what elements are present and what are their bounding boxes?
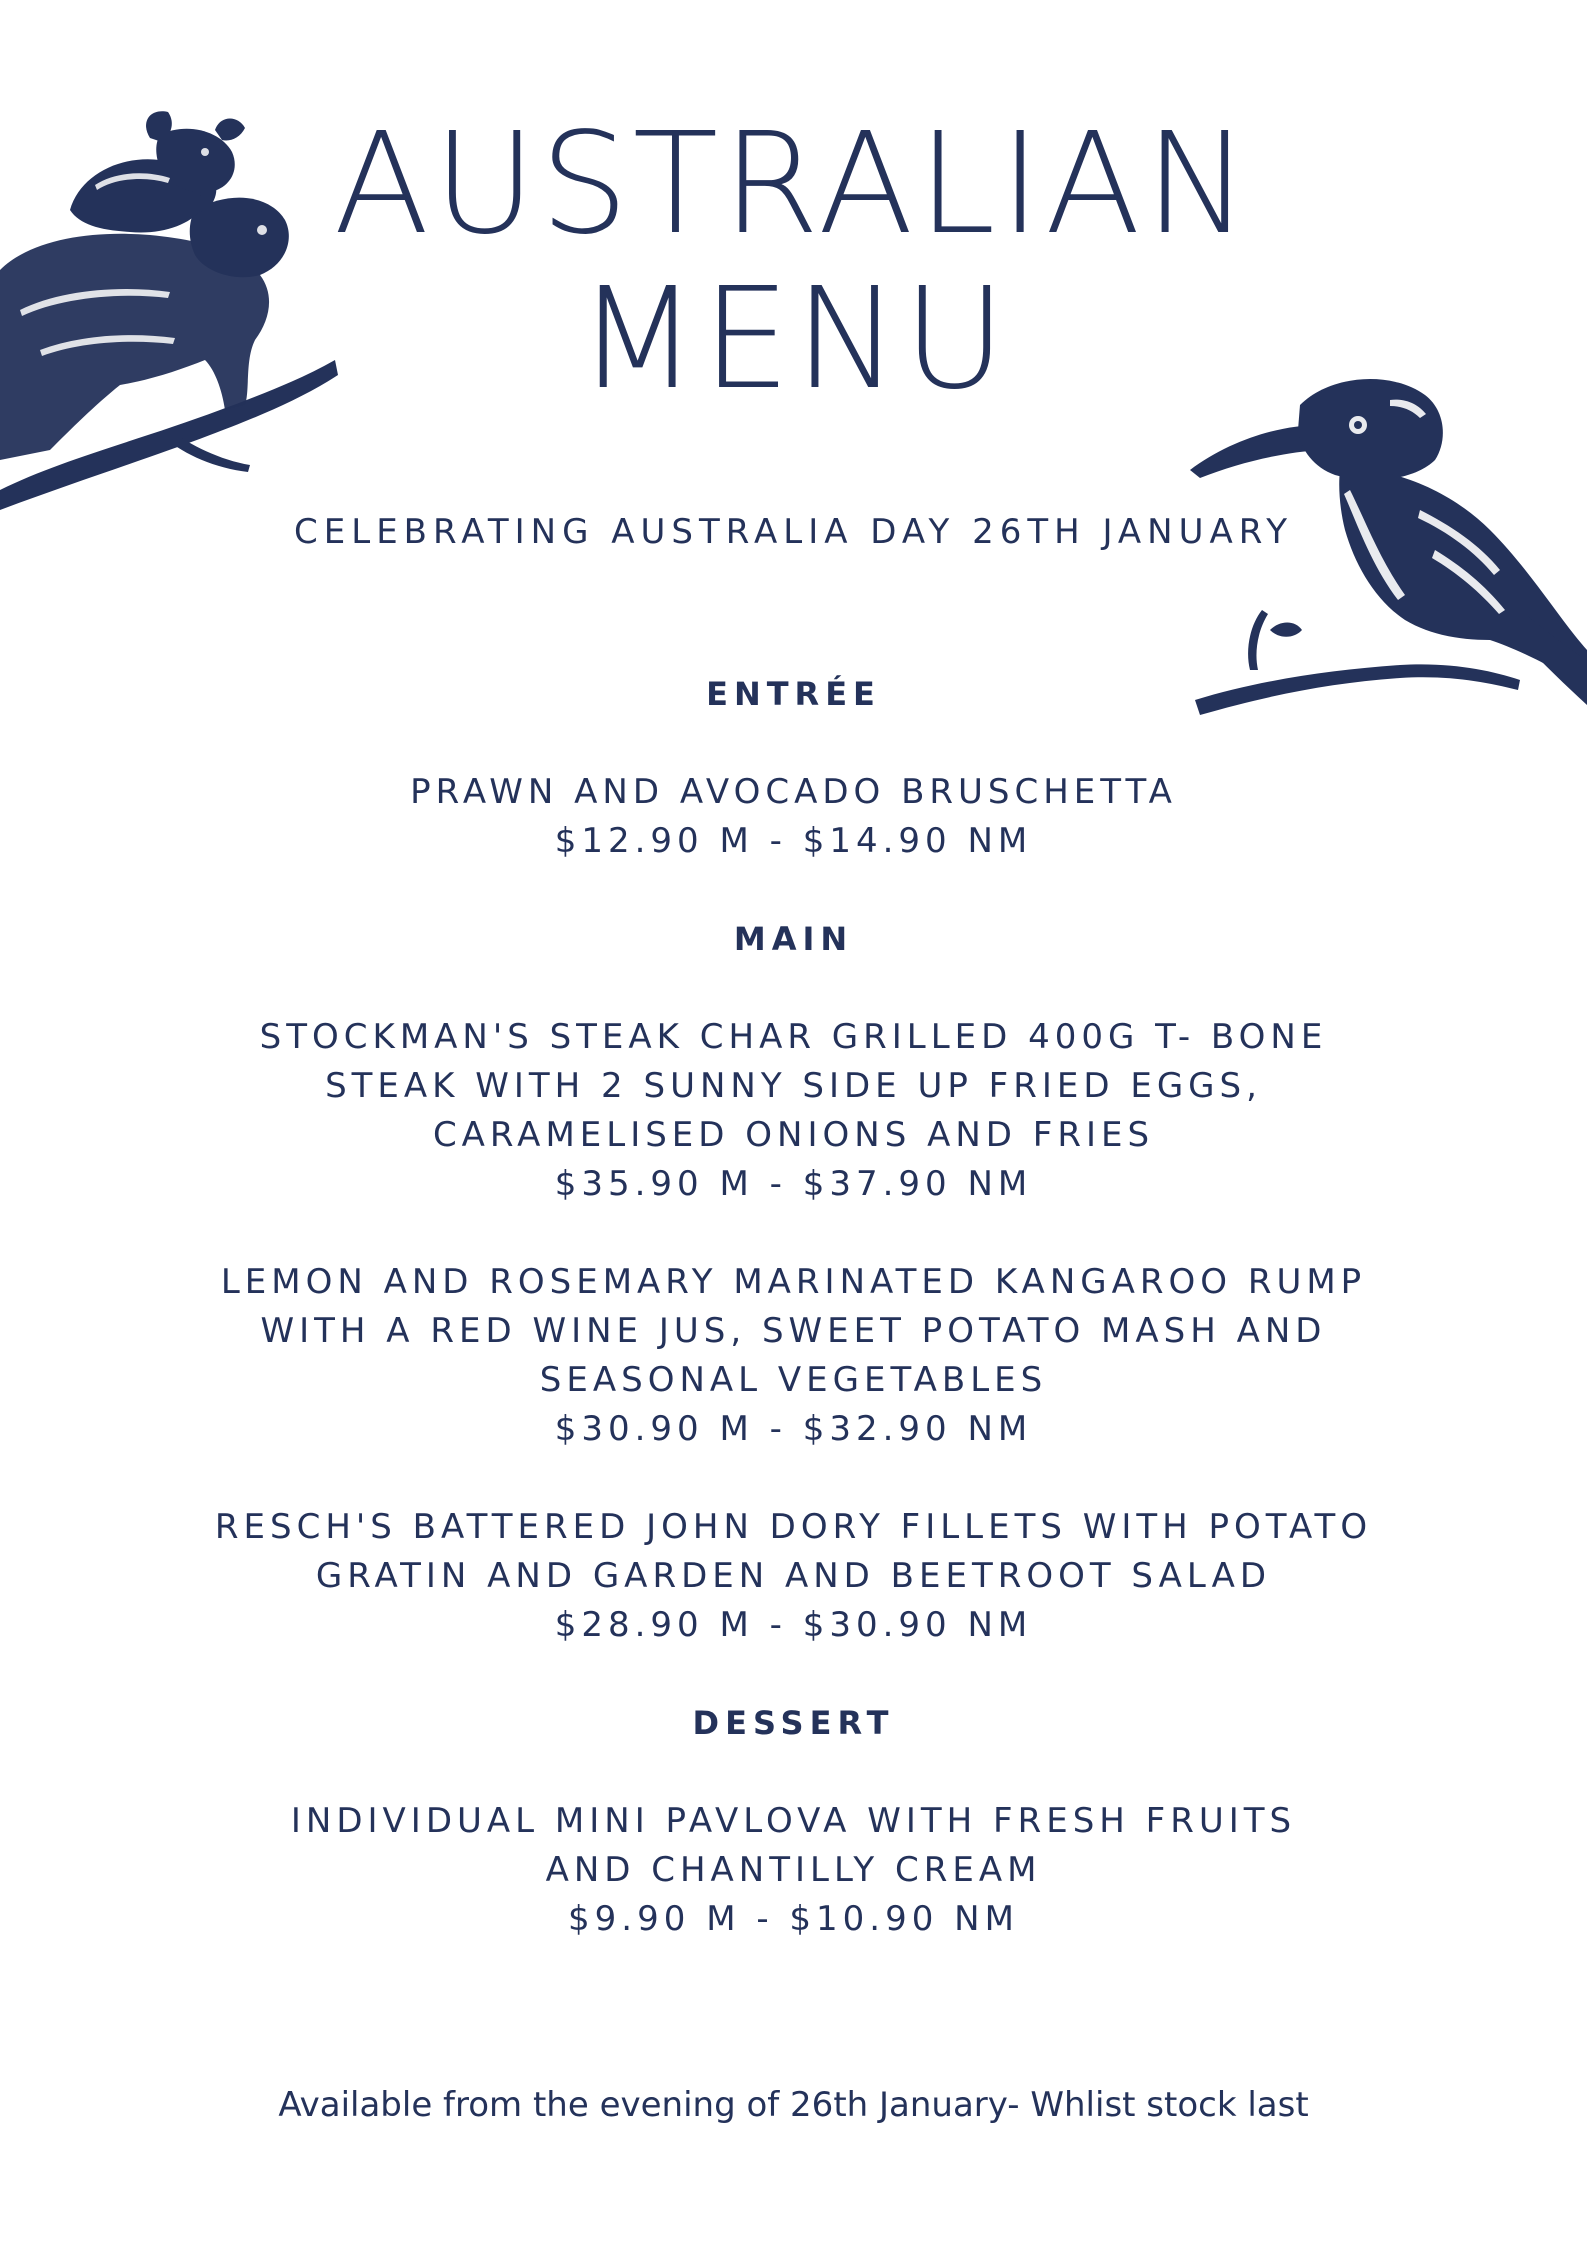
menu-item xyxy=(0,1013,1587,1209)
title-line-1: AUSTRALIAN xyxy=(333,103,1254,266)
item-description: LEMON AND ROSEMARY MARINATED KANGAROO RUMP xyxy=(220,1262,1367,1302)
item-price: $30.90 M - $32.90 NM xyxy=(554,1409,1033,1449)
item-description: RESCH'S BATTERED JOHN DORY FILLETS WITH POTATO xyxy=(214,1507,1373,1547)
section-main xyxy=(0,915,1587,1650)
item-description: STOCKMAN'S STEAK CHAR GRILLED 400G T- BONE xyxy=(259,1017,1328,1057)
item-description: SEASONAL VEGETABLES xyxy=(539,1360,1048,1400)
section-heading: ENTRÉE xyxy=(706,675,881,713)
menu-item xyxy=(0,1258,1587,1454)
item-description: INDIVIDUAL MINI PAVLOVA WITH FRESH FRUITS xyxy=(290,1801,1297,1841)
item-price: $12.90 M - $14.90 NM xyxy=(554,821,1033,861)
title-line-2: MENU xyxy=(577,258,1010,421)
section-entree xyxy=(0,670,1587,866)
menu-item xyxy=(0,1503,1587,1650)
section-heading: DESSERT xyxy=(692,1704,895,1742)
item-description: STEAK WITH 2 SUNNY SIDE UP FRIED EGGS, xyxy=(325,1066,1262,1106)
item-price: $9.90 M - $10.90 NM xyxy=(568,1899,1019,1939)
item-description: PRAWN AND AVOCADO BRUSCHETTA xyxy=(410,772,1177,812)
menu-item xyxy=(0,1797,1587,1944)
item-description: WITH A RED WINE JUS, SWEET POTATO MASH AND xyxy=(260,1311,1327,1351)
item-description: CARAMELISED ONIONS AND FRIES xyxy=(432,1115,1155,1155)
item-description: GRATIN AND GARDEN AND BEETROOT SALAD xyxy=(315,1556,1272,1596)
item-description: AND CHANTILLY CREAM xyxy=(545,1850,1042,1890)
section-heading: MAIN xyxy=(733,920,854,958)
availability-note: Available from the evening of 26th January- Whlist stock last xyxy=(278,2085,1309,2125)
menu-body xyxy=(0,670,1587,1993)
section-dessert xyxy=(0,1699,1587,1944)
item-price: $28.90 M - $30.90 NM xyxy=(554,1605,1033,1645)
menu-item xyxy=(0,768,1587,866)
item-price: $35.90 M - $37.90 NM xyxy=(554,1164,1033,1204)
subtitle: CELEBRATING AUSTRALIA DAY 26TH JANUARY xyxy=(294,512,1293,552)
